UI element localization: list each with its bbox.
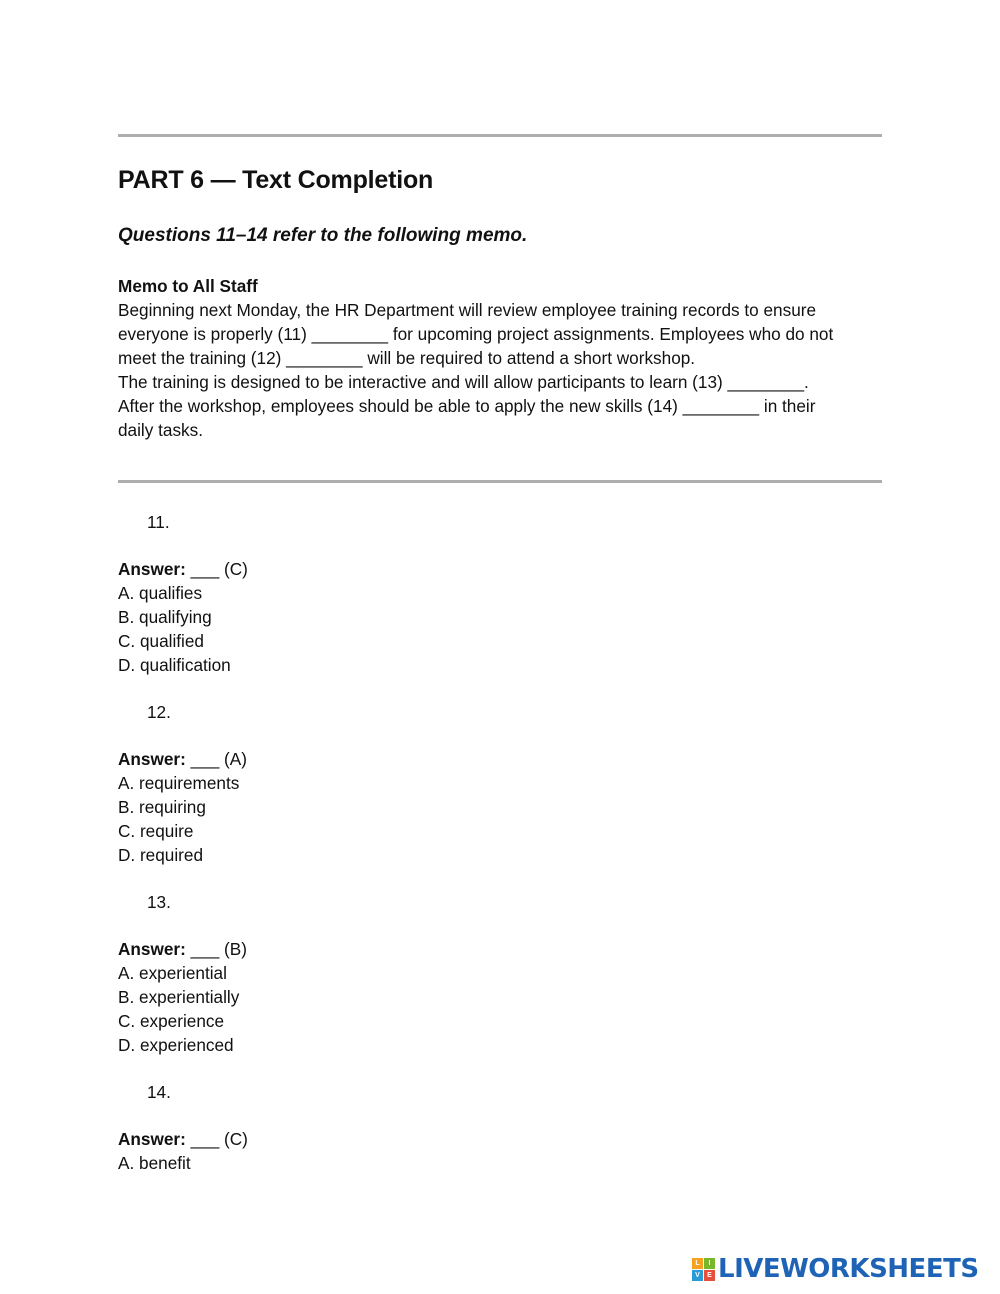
option-d: D. experienced	[118, 1035, 234, 1055]
answer-field[interactable]: ___ (A)	[190, 749, 247, 769]
question-13	[118, 890, 882, 1057]
memo-block	[118, 274, 882, 442]
option-c: C. qualified	[118, 631, 204, 651]
top-divider	[118, 134, 882, 137]
worksheet-page	[118, 0, 882, 1294]
memo-line: The training is designed to be interactive and will allow participants to learn (13) ________.	[118, 372, 809, 392]
memo-line: meet the training (12) ________ will be required to attend a short workshop.	[118, 348, 696, 368]
answer-field[interactable]: ___ (B)	[190, 939, 247, 959]
question-11	[118, 510, 882, 677]
memo-line: everyone is properly (11) ________ for upcoming project assignments. Employees who do not	[118, 324, 834, 344]
answer-line	[118, 1127, 882, 1151]
option-b: B. requiring	[118, 797, 206, 817]
memo-heading: Memo to All Staff	[118, 276, 258, 296]
answer-label: Answer:	[118, 939, 186, 959]
option-d: D. required	[118, 845, 204, 865]
option-a: A. benefit	[118, 1153, 191, 1173]
answer-label: Answer:	[118, 1129, 186, 1149]
memo-line: After the workshop, employees should be able to apply the new skills (14) ________ in their	[118, 396, 816, 416]
answer-field[interactable]: ___ (C)	[190, 1129, 248, 1149]
logo-square: L	[692, 1258, 703, 1269]
option-a: A. qualifies	[118, 583, 203, 603]
answer-line	[118, 937, 882, 961]
option-a: A. requirements	[118, 773, 240, 793]
answer-line	[118, 557, 882, 581]
question-number: 14.	[147, 1082, 171, 1102]
questions-list	[118, 510, 882, 1198]
option-c: C. require	[118, 821, 194, 841]
logo-square: V	[692, 1270, 703, 1281]
answer-field[interactable]: ___ (C)	[190, 559, 248, 579]
logo-square: I	[704, 1258, 715, 1269]
logo-mark-icon	[692, 1258, 715, 1281]
logo-text: LIVEWORKSHEETS	[718, 1254, 979, 1284]
answer-label: Answer:	[118, 749, 186, 769]
questions-intro: Questions 11–14 refer to the following memo.	[118, 225, 528, 246]
question-12	[118, 700, 882, 867]
answer-label: Answer:	[118, 559, 186, 579]
question-14	[118, 1080, 882, 1175]
question-number: 12.	[147, 702, 171, 722]
answer-line	[118, 747, 882, 771]
option-b: B. experientially	[118, 987, 240, 1007]
option-a: A. experiential	[118, 963, 227, 983]
liveworksheets-logo[interactable]	[692, 1252, 992, 1286]
option-b: B. qualifying	[118, 607, 212, 627]
option-c: C. experience	[118, 1011, 225, 1031]
page-title: PART 6 — Text Completion	[118, 166, 434, 194]
option-d: D. qualification	[118, 655, 231, 675]
mid-divider	[118, 480, 882, 483]
logo-square: E	[704, 1270, 715, 1281]
memo-line: Beginning next Monday, the HR Department will review employee training records to ensure	[118, 300, 817, 320]
question-number: 11.	[147, 512, 170, 532]
question-number: 13.	[147, 892, 171, 912]
memo-line: daily tasks.	[118, 420, 204, 440]
